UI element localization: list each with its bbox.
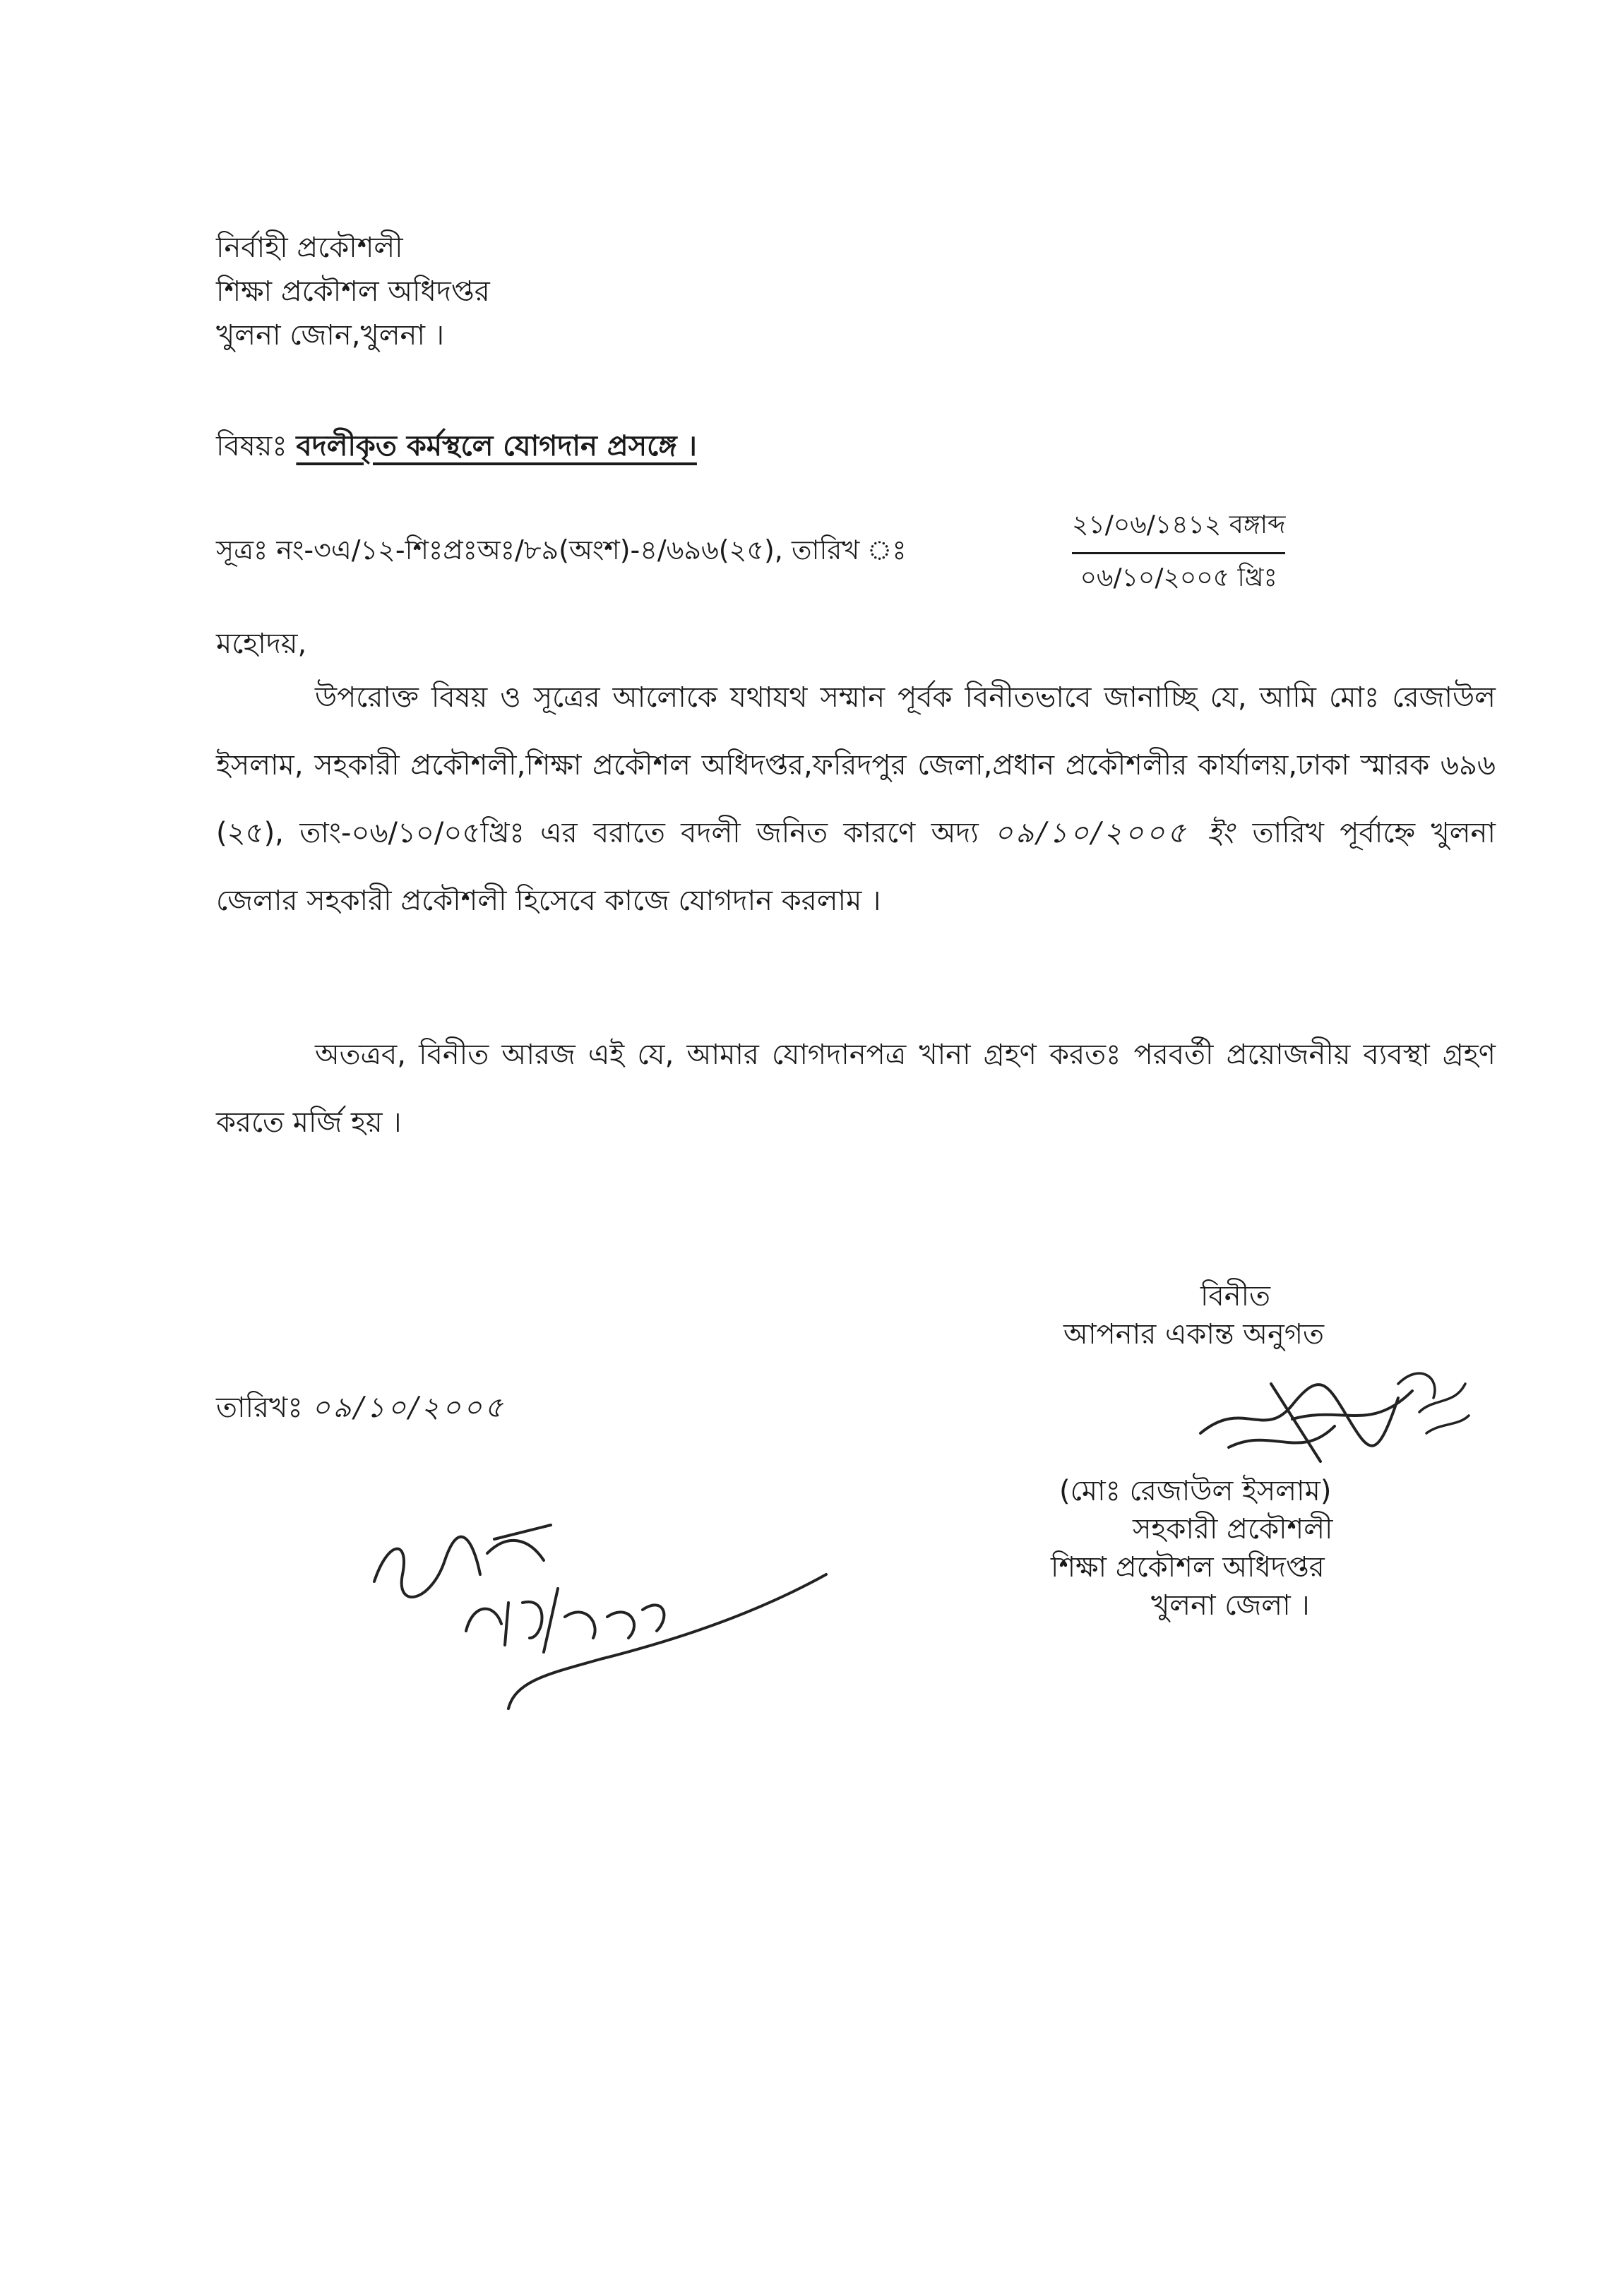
reference-date bbox=[1072, 506, 1285, 601]
recipient-line-2: শিক্ষা প্রকৌশল অধিদপ্তর bbox=[216, 275, 490, 308]
recipient-line-3: খুলনা জোন,খুলনা । bbox=[216, 319, 445, 352]
signer-office: শিক্ষা প্রকৌশল অধিদপ্তর bbox=[1051, 1551, 1325, 1584]
signature-scribble bbox=[1186, 1356, 1483, 1483]
handwritten-join-date: ০৯/১০/২০০৫ ইং bbox=[994, 817, 1237, 849]
body-paragraph-2: অতত্রব, বিনীত আরজ এই যে, আমার যোগদানপত্র খানা গ্রহণ করতঃ পরবর্তী প্রয়োজনীয় ব্যবস্থা গ্রহণ করতে মর্জি হয় । bbox=[216, 1039, 1496, 1139]
subject-line bbox=[216, 424, 697, 471]
recipient-line-1: নির্বাহী প্রকৌশলী bbox=[216, 232, 403, 264]
signer-title: সহকারী প্রকৌশলী bbox=[1133, 1513, 1333, 1545]
reference-text: সূত্রঃ নং-৩এ/১২-শিঃপ্রঃঅঃ/৮৯(অংশ)-৪/৬৯৬(২৫), তারিখ ঃ bbox=[216, 534, 907, 566]
signer-district: খুলনা জেলা । bbox=[1151, 1589, 1310, 1622]
body-paragraph-1-end: তারিখ পূর্বাহ্নে খুলনা জেলার সহকারী প্রকৌশলী হিসেবে কাজে যোগদান করলাম । bbox=[216, 817, 1496, 917]
date-label: তারিখঃ bbox=[216, 1392, 303, 1424]
body-paragraph-1 bbox=[216, 664, 1496, 935]
subject-label: বিষয়ঃ bbox=[216, 430, 287, 462]
date-value: ০৯/১০/২০০৫ bbox=[311, 1392, 506, 1424]
signer-name: (মোঃ রেজাউল ইসলাম) bbox=[1059, 1475, 1332, 1507]
subject-text: বদলীকৃত কর্মস্থলে যোগদান প্রসঙ্গে । bbox=[296, 430, 697, 462]
closing-line-2: আপনার একান্ত অনুগত bbox=[1063, 1318, 1325, 1351]
closing-line-1: বিনীত bbox=[1200, 1280, 1271, 1313]
reference-date-gregorian: ০৬/১০/২০০৫ খ্রিঃ bbox=[1080, 563, 1277, 592]
body-paragraph-1-text: উপরোক্ত বিষয় ও সূত্রের আলোকে যথাযথ সম্মান পূর্বক বিনীতভাবে জানাচ্ছি যে, আমি মোঃ রেজাউল ইসলাম, সহকারী প্রকৌশলী,শিক্ষা প্রকৌশল অধিদপ্তর,ফরিদপুর জেলা,প্রধান প্রকৌশলীর কার্যালয়,ঢাকা স্মারক ৬৯৬ (২৫), তাং-০৬/১০/০৫খ্রিঃ এর বরাতে বদলী জনিত কারণে অদ্য bbox=[216, 681, 1496, 849]
salutation: মহোদয়, bbox=[216, 628, 307, 660]
reference-date-bengali: ২১/০৬/১৪১২ বঙ্গাব্দ bbox=[1072, 506, 1285, 554]
date-line bbox=[216, 1385, 506, 1433]
received-endorsement-scribble bbox=[367, 1497, 876, 1723]
